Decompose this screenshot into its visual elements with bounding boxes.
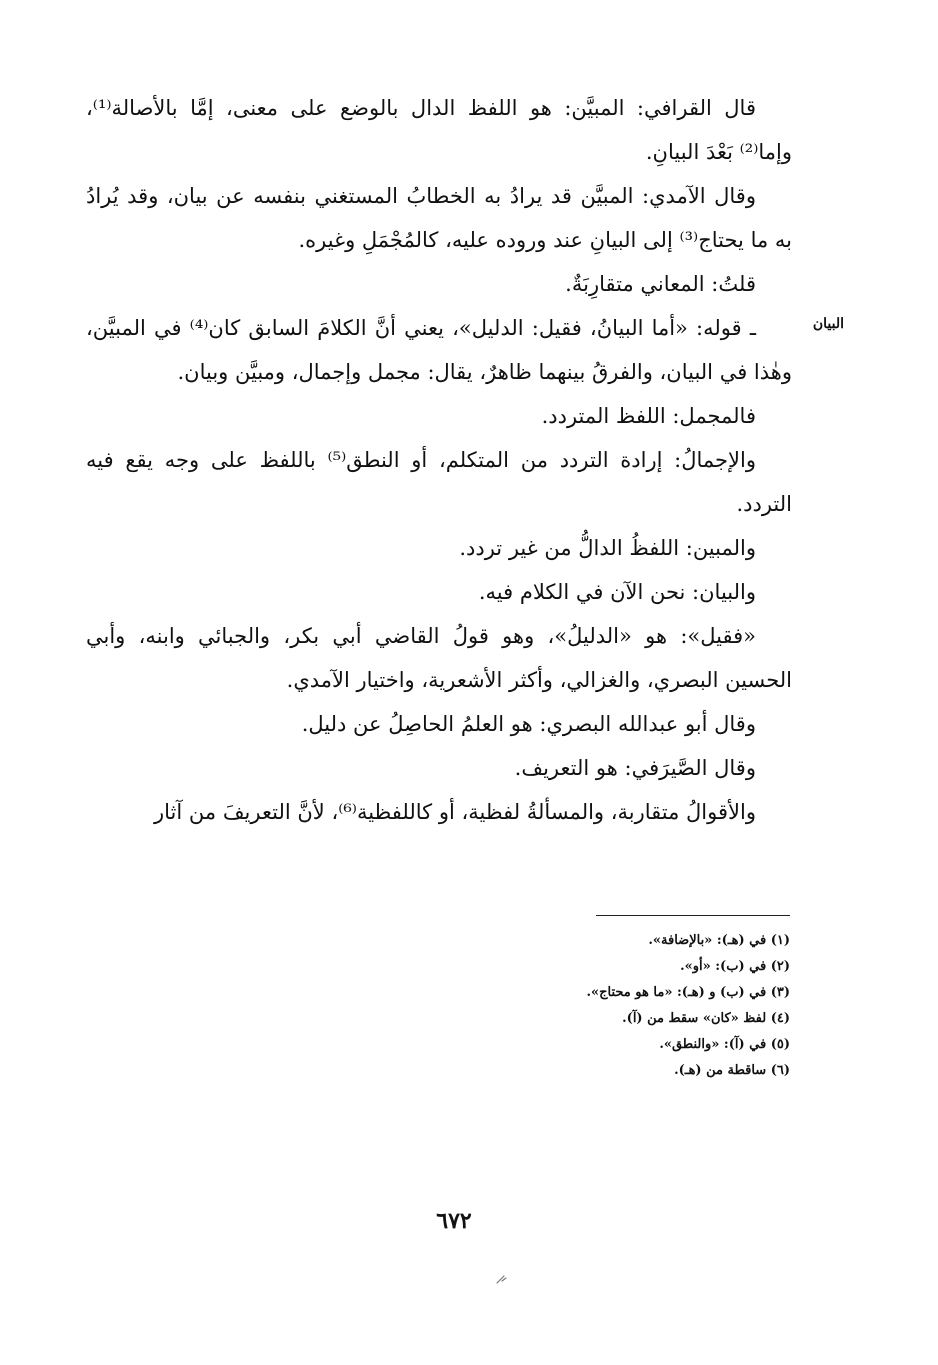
paragraph-aqwal: والأقوالُ متقاربة، والمسألةُ لفظية، أو كاللفظية⁽⁶⁾، لأنَّ التعريفَ من آثار: [154, 800, 756, 824]
paragraph-faqila: «فقيل»: هو «الدليلُ»، وهو قولُ القاضي أبي بكر، والجبائي وابنه، وأبي الحسين البصري، والغزالي، وأكثر الأشعرية، واختيار الآمدي.: [86, 624, 792, 692]
footnote-5: (٥) في (آ): «والنطق».: [659, 1037, 790, 1052]
footnote-3: (٣) في (ب) و (هـ): «ما هو محتاج».: [586, 985, 790, 1000]
paragraph-ijmal: والإجمالُ: إرادة التردد من المتكلم، أو النطق⁽⁵⁾ باللفظ على وجه يقع فيه التردد.: [86, 448, 792, 516]
paragraph-bayan-heading: ـ قوله: «أما البيانُ، فقيل: الدليل»، يعني أنَّ الكلامَ السابق كان⁽⁴⁾ في المبيَّن، وهٰذا في البيان، والفرقُ بينهما ظاهرٌ، يقال: مجمل وإجمال، ومبيَّن وبيان.: [86, 306, 792, 394]
footnotes: [380, 928, 798, 1084]
paragraph-mujmal: فالمجمل: اللفظ المتردد.: [541, 404, 756, 428]
paragraph-sayrafi: وقال الصَّيرَفي: هو التعريف.: [514, 756, 756, 780]
scan-smudge-mark: [494, 1272, 510, 1286]
paragraph-abu-abdallah: وقال أبو عبدالله البصري: هو العلمُ الحاصِلُ عن دليل.: [301, 712, 756, 736]
paragraph-amidi: وقال الآمدي: المبيَّن قد يرادُ به الخطابُ المستغني بنفسه عن بيان، وقد يُرادُ به ما يحتاج⁽³⁾ إلى البيانِ عند وروده عليه، كالمُجْمَلِ وغيره.: [86, 184, 792, 252]
main-text: [86, 86, 792, 834]
paragraph-qultu: قلتُ: المعاني متقارِبَةٌ.: [565, 272, 756, 296]
page-number: ٦٧٢: [436, 1208, 472, 1234]
footnote-1: (١) في (هـ): «بالإضافة».: [648, 933, 790, 948]
paragraph-mubayyan: والمبين: اللفظُ الدالُّ من غير تردد.: [459, 536, 756, 560]
footnote-4: (٤) لفظ «كان» سقط من (آ).: [622, 1011, 790, 1026]
paragraph-bayan: والبيان: نحن الآن في الكلام فيه.: [478, 580, 756, 604]
footnote-6: (٦) ساقطة من (هـ).: [674, 1063, 790, 1078]
paragraph-qarafi: قال القرافي: المبيَّن: هو اللفظ الدال بالوضع على معنى، إمَّا بالأصالة⁽¹⁾، وإما⁽²⁾ بَعْدَ البيانِ.: [86, 96, 792, 164]
footnote-2: (٢) في (ب): «أو».: [680, 959, 790, 974]
margin-note: البيان: [812, 316, 844, 332]
footnote-divider: [596, 915, 790, 916]
